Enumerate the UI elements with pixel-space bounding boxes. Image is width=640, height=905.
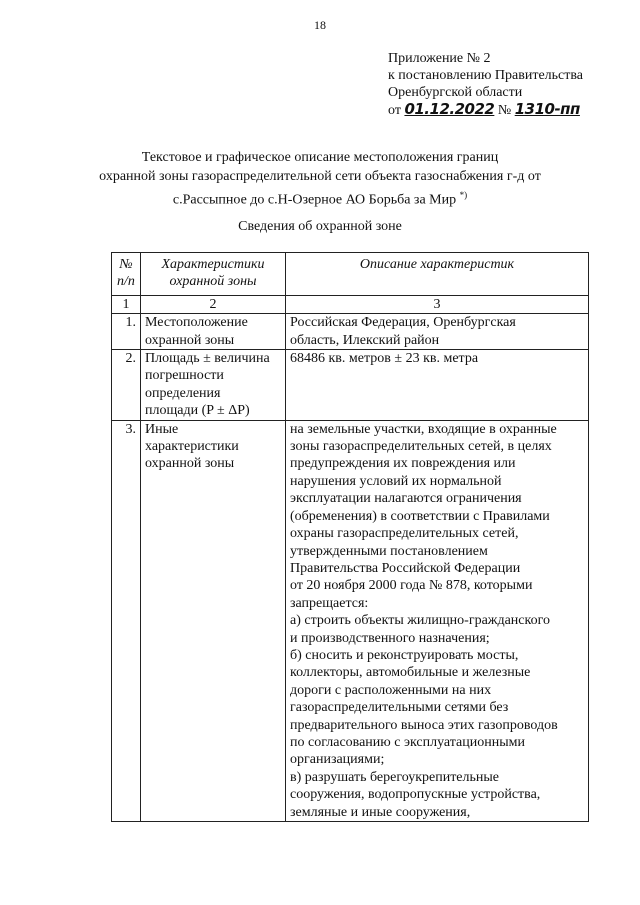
cell-line: погрешности: [145, 368, 224, 384]
cell-line: площади (P ± ΔP): [145, 403, 250, 419]
handwritten-date: 01.12.2022: [404, 100, 495, 118]
cell-line: Местоположение: [145, 315, 248, 331]
handwritten-number: 1310-пп: [514, 100, 580, 118]
cell-line: (обременения) в соответствии с Правилами: [290, 508, 550, 524]
cell-line: Правительства Российской Федерации: [290, 560, 521, 576]
number-prefix: №: [497, 103, 512, 118]
table-row: [112, 314, 589, 350]
cell-line: сооружения, водопропускные устройства,: [290, 787, 541, 803]
footnote-mark: *): [459, 190, 468, 200]
cell-line: по согласованию с эксплуатационными: [290, 734, 525, 750]
header-char-line-1: Характеристики: [161, 257, 265, 272]
cell-line: земляные и иные сооружения,: [290, 804, 471, 820]
header-description: Описание характеристик: [286, 253, 589, 296]
column-number: 2: [141, 295, 286, 313]
row-description: [286, 420, 589, 821]
cell-line: нарушения условий их нормальной: [290, 473, 502, 489]
row-number: 3.: [112, 420, 141, 821]
cell-line: запрещается:: [290, 595, 369, 611]
section-title: Сведения об охранной зоне: [238, 219, 402, 234]
document-title: [0, 148, 640, 210]
header-num-line-2: п/п: [117, 274, 135, 290]
cell-line: предварительного выноса этих газопроводов: [290, 717, 558, 733]
cell-line: на земельные участки, входящие в охранные: [290, 421, 557, 437]
title-line-3: [0, 186, 640, 210]
page-number: 18: [314, 18, 326, 32]
row-description: [286, 350, 589, 421]
cell-line: организациями;: [290, 752, 385, 768]
row-characteristic: [141, 350, 286, 421]
cell-line: предупреждения их повреждения или: [290, 456, 516, 472]
cell-line: характеристики: [145, 439, 239, 455]
column-number: 1: [112, 295, 141, 313]
cell-line: б) сносить и реконструировать мосты,: [290, 647, 519, 663]
title-line-1: Текстовое и графическое описание местоположения границ: [141, 150, 499, 165]
table-row: [112, 350, 589, 421]
column-number: 3: [286, 295, 589, 313]
table-header-row: [112, 253, 589, 296]
cell-line: зоны газораспределительных сетей, в целях: [290, 439, 552, 455]
cell-line: Российская Федерация, Оренбургская: [290, 315, 516, 331]
cell-line: Иные: [145, 421, 179, 437]
cell-line: Площадь ± величина: [145, 351, 270, 367]
appendix-date-line: [388, 101, 583, 119]
row-description: [286, 314, 589, 350]
appendix-line-1: Приложение № 2: [388, 51, 491, 66]
cell-line: и производственного назначения;: [290, 630, 490, 646]
column-number-row: [112, 295, 589, 313]
row-characteristic: [141, 420, 286, 821]
title-line-2: охранной зоны газораспределительной сети объекта газоснабжения г-д от: [99, 169, 541, 184]
cell-line: от 20 ноября 2000 года № 878, которыми: [290, 578, 533, 594]
cell-line: охраны газораспределительных сетей,: [290, 526, 519, 542]
cell-line: область, Илекский район: [290, 332, 440, 348]
cell-line: в) разрушать берегоукрепительные: [290, 769, 500, 785]
table-row: [112, 420, 589, 821]
row-number: 2.: [112, 350, 141, 421]
row-number: 1.: [112, 314, 141, 350]
cell-line: охранной зоны: [145, 456, 235, 472]
appendix-line-2: к постановлению Правительства: [388, 68, 584, 83]
cell-line: определения: [145, 385, 221, 401]
cell-line: газораспределительными сетями без: [290, 700, 509, 716]
title-line-3-text: с.Рассыпное до с.Н-Озерное АО Борьба за Мир: [172, 192, 457, 208]
cell-line: а) строить объекты жилищно-гражданского: [290, 613, 550, 629]
header-num-line-1: №: [119, 257, 133, 272]
cell-line: дороги с расположенными на них: [290, 682, 492, 698]
from-prefix: от: [388, 103, 401, 118]
row-characteristic: [141, 314, 286, 350]
cell-line: эксплуатации налагаются ограничения: [290, 491, 522, 507]
header-characteristic: [141, 253, 286, 296]
cell-line: 68486 кв. метров ± 23 кв. метра: [290, 351, 479, 367]
cell-line: коллекторы, автомобильные и железные: [290, 665, 531, 681]
appendix-line-3: Оренбургской области: [388, 85, 523, 100]
cell-line: утвержденными постановлением: [290, 543, 488, 559]
protected-zone-table: [111, 252, 589, 822]
cell-line: охранной зоны: [145, 332, 235, 348]
header-number: [112, 253, 141, 296]
appendix-header: [388, 50, 583, 119]
header-char-line-2: охранной зоны: [169, 274, 257, 290]
